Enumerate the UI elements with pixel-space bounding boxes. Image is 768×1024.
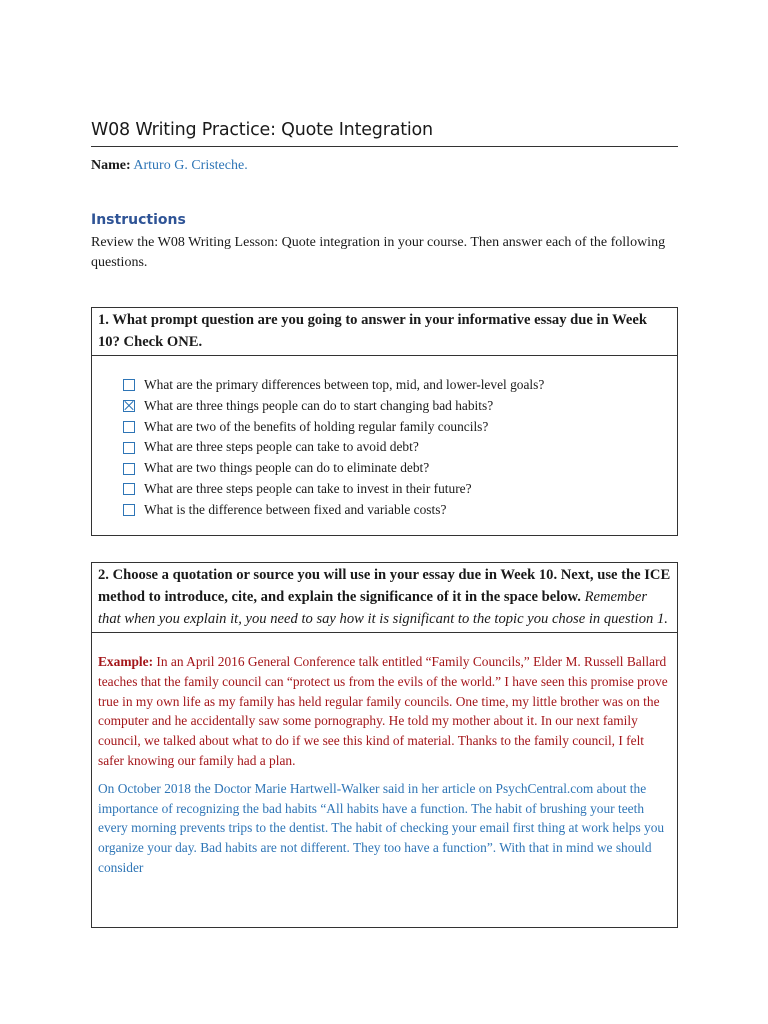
name-line: [91, 158, 248, 174]
checkbox-icon[interactable]: [123, 463, 135, 475]
option-text: What are three things people can do to start changing bad habits?: [144, 397, 494, 413]
name-label: Name:: [91, 158, 131, 173]
checked-checkbox-icon[interactable]: [123, 400, 135, 412]
question-2-prompt-bold: 2. Choose a quotation or source you will use in your essay due in Week 10. Next, use the ICE method to introduce, cite, and explain the significance of it in the space below.: [98, 567, 671, 605]
title-divider: [91, 146, 678, 147]
option-row[interactable]: [123, 458, 677, 479]
example-text: In an April 2016 General Conference talk entitled “Family Councils,” Elder M. Russell Ballard teaches that the family council can “protect us from the evils of the world.” I have seen this promise prove true in my own life as my family has held regular family councils. One time, my little brother was on the computer and he accidentally saw some pornography. He told my mother about it. In our next family council, we talked about what to do if we see this kind of material. Thanks to the family council, I felt safer knowing our family had a plan.: [98, 654, 668, 768]
checkbox-icon[interactable]: [123, 483, 135, 495]
checkbox-icon[interactable]: [123, 442, 135, 454]
option-row[interactable]: [123, 479, 677, 500]
option-text: What are two things people can do to eliminate debt?: [144, 460, 430, 476]
question-1-options: [92, 356, 677, 521]
question-2-box: [91, 562, 678, 928]
option-row[interactable]: [123, 437, 677, 458]
example-paragraph: [98, 652, 671, 771]
option-row[interactable]: [123, 396, 677, 417]
question-1-box: [91, 307, 678, 536]
option-row[interactable]: [123, 500, 677, 521]
answer-paragraph[interactable]: On October 2018 the Doctor Marie Hartwell-Walker said in her article on PsychCentral.com about the importance of recognizing the bad habits “All habits have a function. The habit of brushing your teeth every morning prevents trips to the dentist. The habit of checking your email first thing at work helps you organize your day. Bad habits are not different. They too have a function”. With that in mind we should consider: [98, 780, 665, 875]
option-text: What are three steps people can take to invest in their future?: [144, 480, 472, 496]
option-text: What are the primary differences between top, mid, and lower-level goals?: [144, 377, 545, 392]
question-2-answer-area[interactable]: [92, 633, 677, 878]
name-value[interactable]: Arturo G. Cristeche.: [133, 158, 248, 173]
question-2-prompt-italic: Remember that when you explain it, you need to say how it is significant to the topic you chose in question 1.: [98, 589, 668, 627]
checkbox-icon[interactable]: [123, 379, 135, 391]
option-row[interactable]: [123, 375, 677, 396]
checkbox-icon[interactable]: [123, 421, 135, 433]
instructions-text: Review the W08 Writing Lesson: Quote integration in your course. Then answer each of the following questions.: [91, 235, 666, 270]
option-text: What is the difference between fixed and variable costs?: [144, 501, 447, 517]
document-title: W08 Writing Practice: Quote Integration: [91, 120, 433, 140]
option-text: What are three steps people can take to avoid debt?: [144, 439, 419, 455]
option-row[interactable]: [123, 417, 677, 438]
option-text: What are two of the benefits of holding regular family councils?: [144, 418, 489, 434]
question-1-prompt: 1. What prompt question are you going to answer in your informative essay due in Week 10? Check ONE.: [92, 308, 677, 356]
question-2-prompt: [92, 563, 677, 633]
example-label: Example:: [98, 654, 154, 669]
instructions-heading: Instructions: [91, 212, 186, 228]
checkbox-icon[interactable]: [123, 504, 135, 516]
